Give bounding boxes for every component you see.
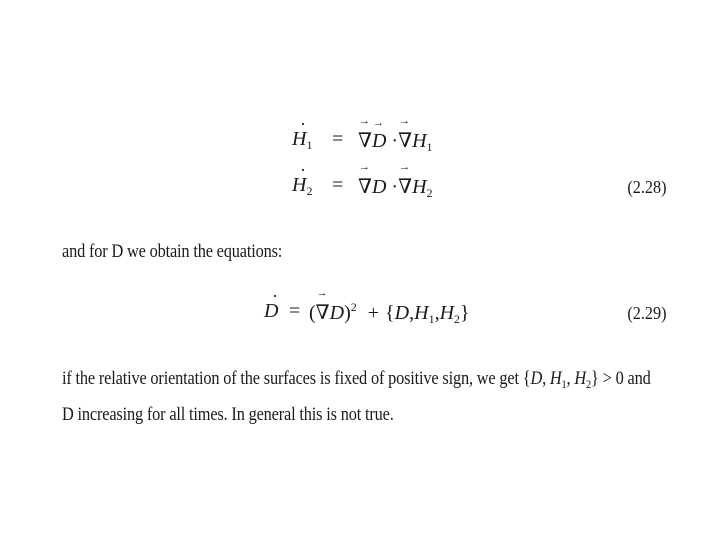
equals-sign: = [332, 174, 344, 196]
equation-2-28-line-2 [0, 174, 720, 204]
rhs-grad-d-dot-grad-h1: → ∇→ $D \cdot\to \nabla H_1$ [358, 128, 433, 155]
rhs-grad-d-dot-grad-h2: → $\nabla D \cdot\to \nabla H_2$ [358, 174, 433, 201]
lhs-h1-dot: · $H_1$ [292, 128, 312, 153]
equation-2-29 [0, 300, 720, 330]
intro-text: and for D we obtain the equations: [62, 241, 283, 262]
equals-sign: = [289, 300, 301, 322]
equation-number-2-28: (2.28) [626, 177, 666, 197]
paragraph-line-2: D increasing for all times. In general this is not true. [62, 404, 394, 425]
equation-2-28-line-1 [0, 128, 720, 158]
paragraph-line-1: if the relative orientation of the surfaces is fixed of positive sign, we get {D, $H_1$, $H_2\} > 0$ and [62, 368, 651, 391]
equals-sign: = [332, 128, 344, 150]
rhs-grad-d-squared-plus-bracket: (→ $\nabla D)^2 + \{D,H_1,H_2\}$ [309, 300, 470, 327]
lhs-h2-dot: · $H_2$ [292, 174, 312, 199]
equation-number-2-29: (2.29) [626, 303, 666, 323]
lhs-d-dot: · D [264, 300, 278, 323]
